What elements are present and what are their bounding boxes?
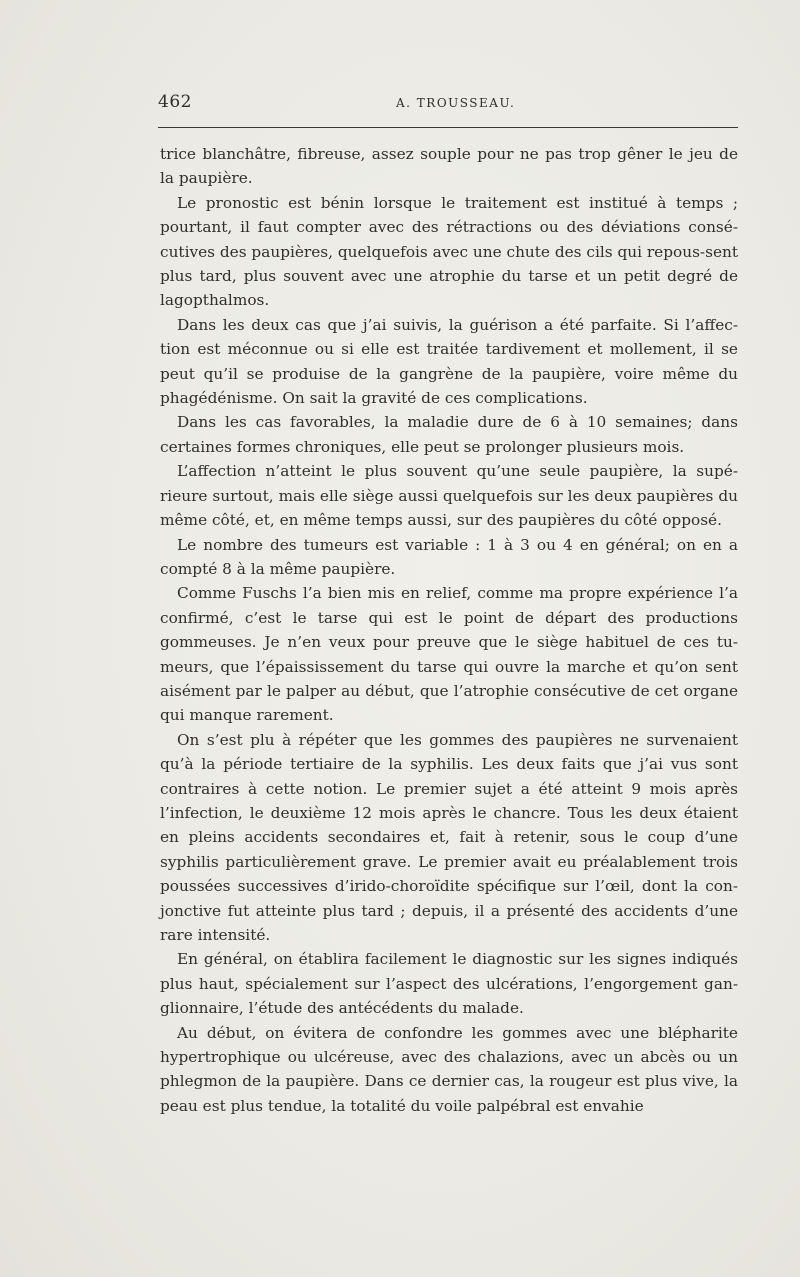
header-rule (158, 127, 738, 128)
paragraph: En général, on établira facilement le diagnostic sur les signes indiqués plus haut, spécialement sur l’aspect des ulcérations, l’engorgement gan-glionnaire, l’étude des antécédents du malade. (160, 950, 738, 1018)
paragraph: L’affection n’atteint le plus souvent qu’une seule paupière, la supé-rieure surtout, mais elle siège aussi quelquefois sur les deux paupières du même côté, et, en même temps aussi, sur des paupières du côté opposé. (160, 462, 738, 530)
running-head-author: A. TROUSSEAU. (396, 96, 516, 110)
paragraph: Dans les deux cas que j’ai suivis, la guérison a été parfaite. Si l’affec-tion est méconnue ou si elle est traitée tardivement et mollement, il se peut qu’il se produise de la gangrène de la paupière, voire même du phagédénisme. On sait la gravité de ces complications. (160, 315, 738, 408)
body-text (160, 142, 738, 1118)
paragraph: Dans les cas favorables, la maladie dure de 6 à 10 semaines; dans certaines formes chroniques, elle peut se prolonger plusieurs mois. (160, 413, 738, 456)
page-number: 462 (158, 92, 192, 112)
paragraph: On s’est plu à répéter que les gommes des paupières ne survenaient qu’à la période tertiaire de la syphilis. Les deux faits que j’ai vus sont contraires à cette notion. Le premier sujet a été atteint 9 mois après l’infection, le deuxième 12 mois après le chancre. Tous les deux étaient en pleins accidents secondaires et, fait à retenir, sous le coup d’une syphilis particulièrement grave. Le premier avait eu préalablement trois poussées successives d’irido-choroïdite spécifique sur l’œil, dont la con-jonctive fut atteinte plus tard ; depuis, il a présenté des accidents d’une rare intensité. (160, 730, 738, 944)
paragraph: trice blanchâtre, fibreuse, assez souple pour ne pas trop gêner le jeu de la paupière. (160, 145, 738, 188)
paragraph: Comme Fuschs l’a bien mis en relief, comme ma propre expérience l’a confirmé, c’est le tarse qui est le point de départ des productions gommeuses. Je n’en veux pour preuve que le siège habituel de ces tu-meurs, que l’épaississement du tarse qui ouvre la marche et qu’on sent aisément par le palper au début, que l’atrophie consécutive de cet organe qui manque rarement. (160, 584, 738, 725)
paragraph: Le pronostic est bénin lorsque le traitement est institué à temps ; pourtant, il faut compter avec des rétractions ou des déviations consé-cutives des paupières, quelquefois avec une chute des cils qui repous-sent plus tard, plus souvent avec une atrophie du tarse et un petit degré de lagopthalmos. (160, 193, 738, 310)
paragraph: Le nombre des tumeurs est variable : 1 à 3 ou 4 en général; on en a compté 8 à la même paupière. (160, 535, 738, 578)
paragraph: Au début, on évitera de confondre les gommes avec une blépharite hypertrophique ou ulcéreuse, avec des chalazions, avec un abcès ou un phlegmon de la paupière. Dans ce dernier cas, la rougeur est plus vive, la peau est plus tendue, la totalité du voile palpébral est envahie (160, 1023, 738, 1115)
running-head (158, 92, 738, 116)
